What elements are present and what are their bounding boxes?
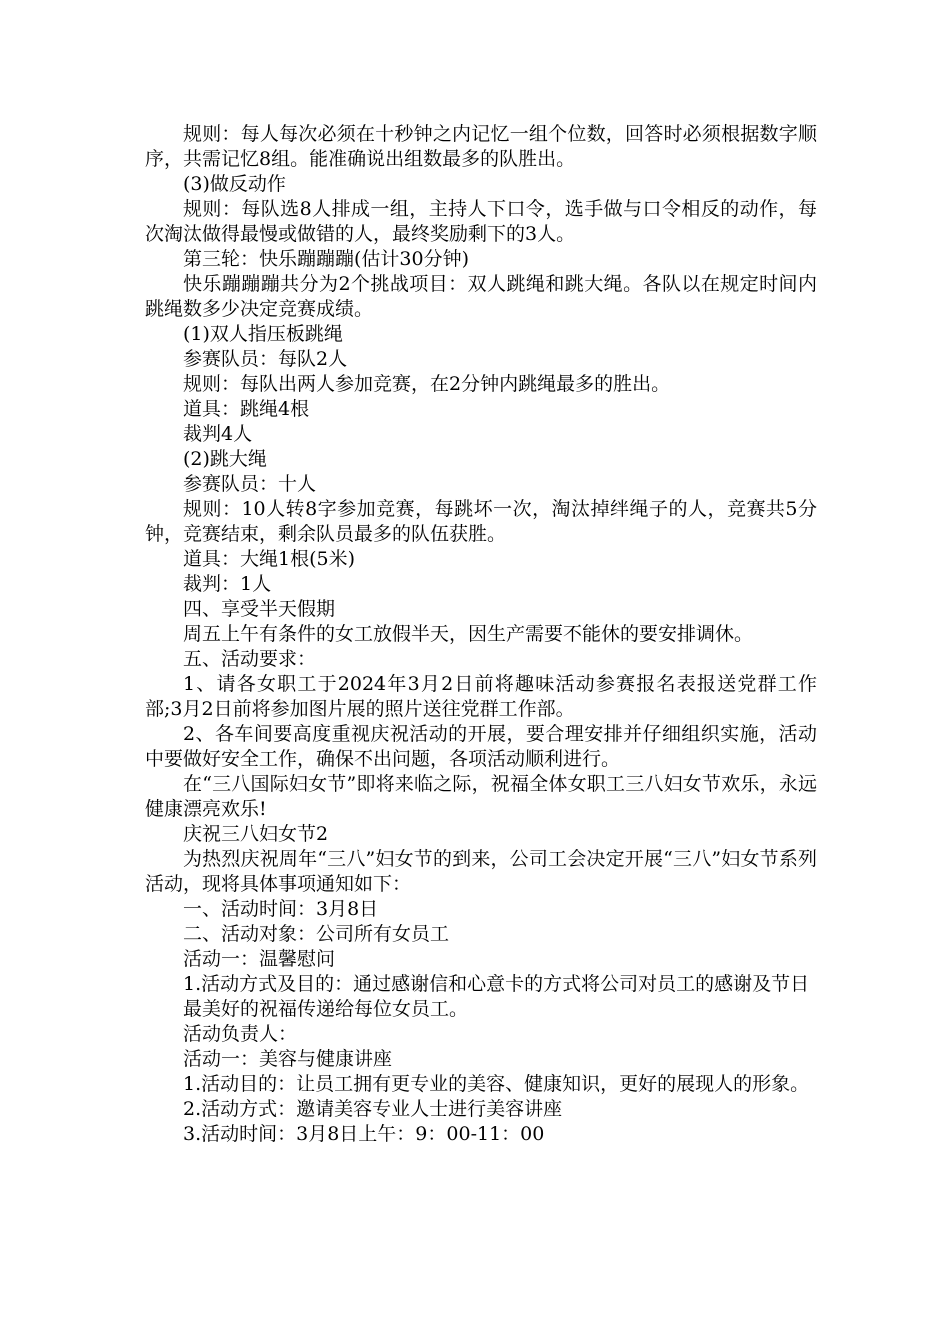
paragraph: 周五上午有条件的女工放假半天，因生产需要不能休的要安排调休。 xyxy=(183,623,754,645)
paragraph: 活动一：美容与健康讲座 xyxy=(183,1048,393,1070)
paragraph: 1.活动方式及目的：通过感谢信和心意卡的方式将公司对员工的感谢及节日 xyxy=(183,973,810,995)
paragraph: 二、活动对象：公司所有女员工 xyxy=(183,923,450,945)
paragraph: 参赛队员：十人 xyxy=(183,473,317,495)
paragraph: 3.活动时间：3月8日上午：9：00-11：00 xyxy=(183,1123,545,1145)
paragraph: 规则：每人每次必须在十秒钟之内记忆一组个位数，回答时必须根据数字顺序，共需记忆8组。能准确说出组数最多的队胜出。 xyxy=(145,123,817,170)
section-heading: 庆祝三八妇女节2 xyxy=(183,823,329,845)
paragraph: 规则：每队出两人参加竞赛，在2分钟内跳绳最多的胜出。 xyxy=(183,373,671,395)
paragraph: 在“三八国际妇女节”即将来临之际，祝福全体女职工三八妇女节欢乐，永远健康漂亮欢乐! xyxy=(145,773,817,820)
paragraph: 参赛队员：每队2人 xyxy=(183,348,348,370)
paragraph: 快乐蹦蹦蹦共分为2个挑战项目：双人跳绳和跳大绳。各队以在规定时间内跳绳数多少决定竞赛成绩。 xyxy=(145,273,817,320)
paragraph: 裁判4人 xyxy=(183,423,253,445)
paragraph: 为热烈庆祝周年“三八”妇女节的到来，公司工会决定开展“三八”妇女节系列活动，现将具体事项通知如下： xyxy=(145,848,817,895)
paragraph: 裁判：1人 xyxy=(183,573,272,595)
paragraph: (3)做反动作 xyxy=(183,173,286,195)
paragraph: 最美好的祝福传递给每位女员工。 xyxy=(183,998,469,1020)
paragraph: 2.活动方式：邀请美容专业人士进行美容讲座 xyxy=(183,1098,563,1120)
paragraph: (1)双人指压板跳绳 xyxy=(183,323,343,345)
paragraph: 1、请各女职工于2024年3月2日前将趣味活动参赛报名表报送党群工作部;3月2日前将参加图片展的照片送往党群工作部。 xyxy=(145,673,817,720)
document-body xyxy=(145,122,817,1147)
paragraph: 活动负责人： xyxy=(183,1023,298,1045)
paragraph: 道具：大绳1根(5米) xyxy=(183,548,356,570)
paragraph: 1.活动目的：让员工拥有更专业的美容、健康知识，更好的展现人的形象。 xyxy=(183,1073,810,1095)
paragraph: 四、享受半天假期 xyxy=(183,598,336,620)
paragraph: (2)跳大绳 xyxy=(183,448,267,470)
paragraph: 2、各车间要高度重视庆祝活动的开展，要合理安排并仔细组织实施，活动中要做好安全工作，确保不出问题，各项活动顺利进行。 xyxy=(145,723,817,770)
paragraph: 第三轮：快乐蹦蹦蹦(估计30分钟) xyxy=(183,248,470,270)
paragraph: 一、活动时间：3月8日 xyxy=(183,898,379,920)
paragraph: 规则：10人转8字参加竞赛，每跳坏一次，淘汰掉绊绳子的人，竞赛共5分钟，竞赛结束，剩余队员最多的队伍获胜。 xyxy=(145,498,817,545)
paragraph: 规则：每队选8人排成一组，主持人下口令，选手做与口令相反的动作，每次淘汰做得最慢或做错的人，最终奖励剩下的3人。 xyxy=(145,198,817,245)
paragraph: 活动一：温馨慰问 xyxy=(183,948,336,970)
paragraph: 五、活动要求： xyxy=(183,648,317,670)
paragraph: 道具：跳绳4根 xyxy=(183,398,310,420)
